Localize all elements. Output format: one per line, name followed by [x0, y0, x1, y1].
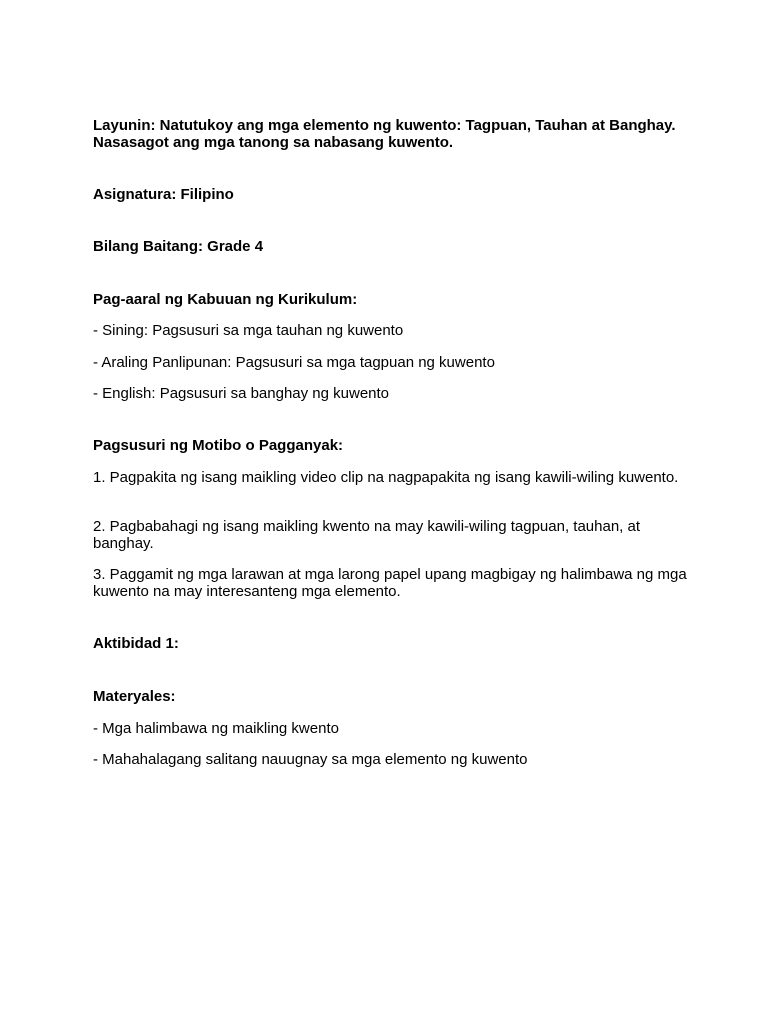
activity-heading: Aktibidad 1:: [93, 635, 179, 652]
motivation-item-1: 1. Pagpakita ng isang maikling video clip na nagpapakita ng isang kawili-wiling kuwento.: [93, 469, 679, 486]
motivation-item-3: 3. Paggamit ng mga larawan at mga larong papel upang magbigay ng halimbawa ng mga kuwento na may interesanteng mga elemento.: [93, 566, 687, 600]
curriculum-heading: Pag-aaral ng Kabuuan ng Kurikulum:: [93, 291, 358, 308]
grade-level-line: Bilang Baitang: Grade 4: [93, 238, 264, 255]
materials-item-2: - Mahahalagang salitang nauugnay sa mga elemento ng kuwento: [93, 751, 528, 768]
materials-item-1: - Mga halimbawa ng maikling kwento: [93, 720, 339, 737]
curriculum-item-sining: - Sining: Pagsusuri sa mga tauhan ng kuwento: [93, 322, 404, 339]
materials-heading: Materyales:: [93, 688, 176, 705]
motivation-heading: Pagsusuri ng Motibo o Pagganyak:: [93, 437, 344, 454]
objective-paragraph: Layunin: Natutukoy ang mga elemento ng kuwento: Tagpuan, Tauhan at Banghay. Nasasagot ang mga tanong sa nabasang kuwento.: [93, 117, 676, 151]
curriculum-item-araling-panlipunan: - Araling Panlipunan: Pagsusuri sa mga tagpuan ng kuwento: [93, 354, 495, 371]
motivation-item-2: 2. Pagbabahagi ng isang maikling kwento na may kawili-wiling tagpuan, tauhan, at banghay.: [93, 518, 641, 552]
curriculum-item-english: - English: Pagsusuri sa banghay ng kuwento: [93, 385, 390, 402]
subject-line: Asignatura: Filipino: [93, 186, 234, 203]
